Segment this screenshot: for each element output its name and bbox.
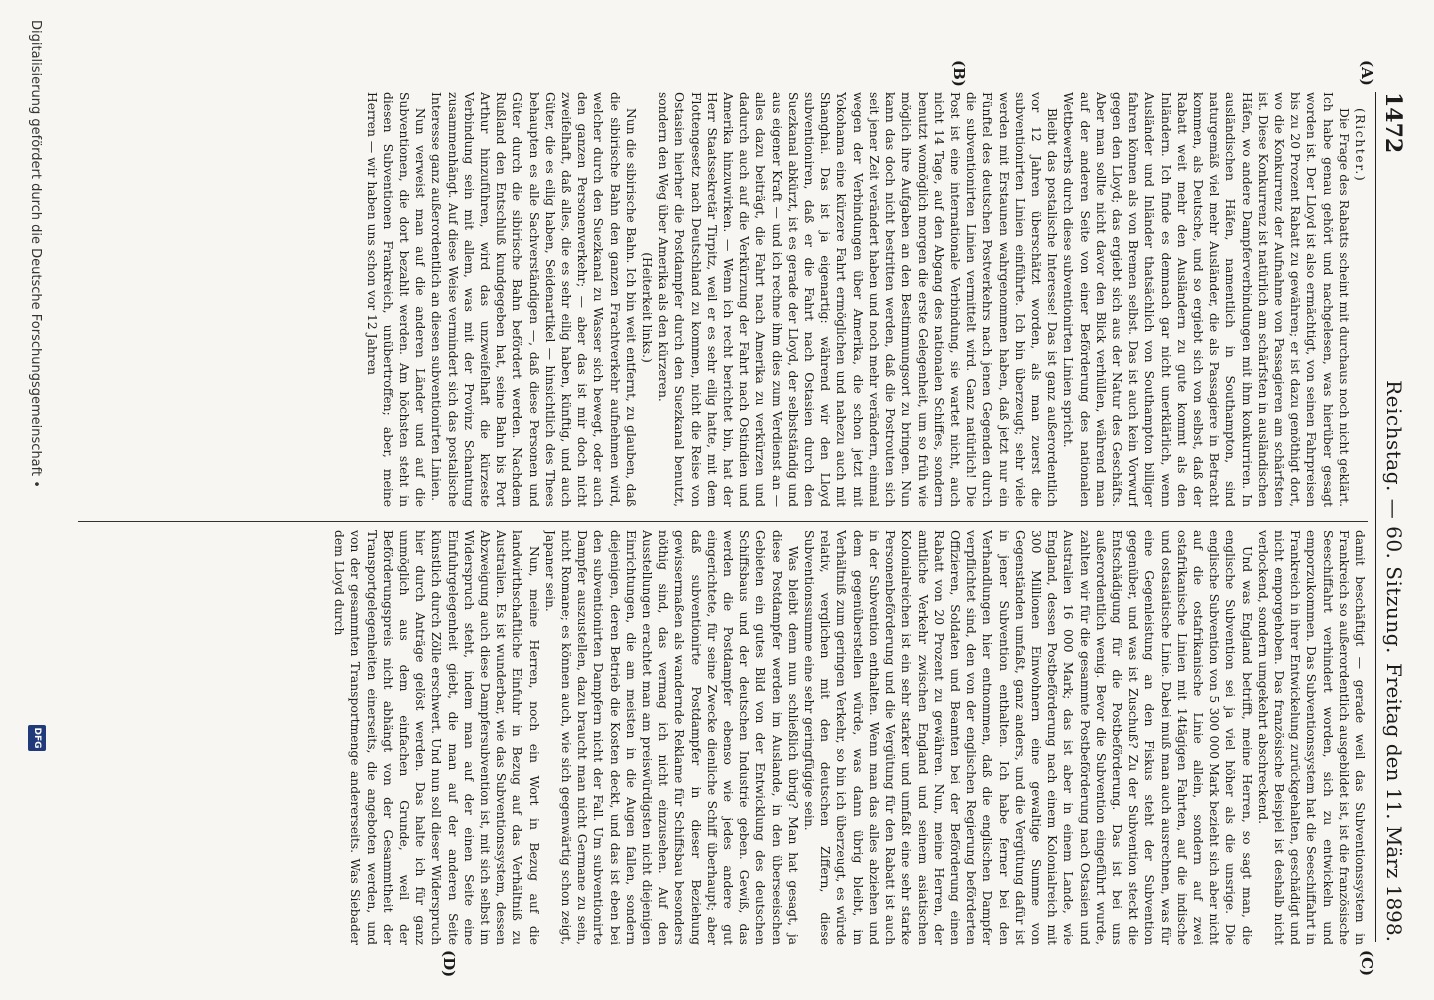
- margin-marker-a: (A): [1358, 60, 1376, 86]
- left-column: [78, 92, 1368, 507]
- paragraph: Nun verweist man auf die anderen Länder und auf die Subventionen, die dort bezahlt werden. Am höchsten steht in diesen Subventionen Frankreich, unübertroffen; aber, meine Herren — wir haben uns schon vor 12 Jahren: [364, 92, 428, 507]
- paragraph: Was bleibt denn nun schließlich übrig? Man hat gesagt, ja diese Postdampfer werden im Auslande, in den überseeischen Gebieten ein gutes Bild von der Entwicklung des deutschen Schiffsbaus und der deutschen Industrie geben. Gewiß, das werden die Postdampfer ebenso wie jedes andere gut eingerichtete, für seine Zwecke dienliche Schiff überhaupt; aber daß subventionirte Postdampfer in dieser Beziehung gewissermaßen als wandernde Reklame für Schiffsbau besonders nöthig sind, das vermag ich nicht einzusehen. Auf den Ausstellungen erachtet man am preiswürdigsten nicht diejenigen Einrichtungen, die am meisten in die Augen fallen, sondern diejenigen, deren Betrieb die Kosten deckt, und das ist eben bei den subventionirten Dampfern nicht der Fall. Um subventionirte Dampfer auszustellen, dazu braucht man nicht Germane zu sein, nicht Romane; es können auch, wie sich gegenwärtig schon zeigt, Japaner sein.: [542, 530, 800, 945]
- paragraph: Nun die sibirische Bahn. Ich bin weit entfernt, zu glauben, daß die sibirische Bahn den ganzen Frachtverkehr aufnehmen wird, welcher durch den Suezkanal zu Wasser sich bewegt, oder auch den ganzen Personenverkehr; — aber das ist mir doch nicht zweifelhaft, daß alles, die es sehr eilig haben, künftig, und auch Güter, die es eilig haben, Seidenartikel — hinsichtlich des Thees behaupten es alle Sachverständigen —, daß diese Personen und Güter durch die sibirische Bahn befördert werden. Nachdem Rußland den Entschluß kundgegeben hat, seine Bahn bis Port Arthur hinzuführen, wird das unzweifelhaft die kürzeste Verbindung sein mit allem, was mit der Provinz Schantung zusammenhängt. Auf diese Weise vermindert sich das postalische Interesse ganz außerordentlich an diesen subventionirten Linien.: [429, 92, 638, 507]
- header-date: Freitag den 11. März 1898.: [1382, 663, 1406, 942]
- page-header: [1375, 92, 1416, 942]
- paragraph: Bleibt das postalische Interesse! Das ist ganz außerordentlich vor 12 Jahren überschätzt worden, als man zuerst die subventionirten Linien einführte. Ich bin überzeugt; sehr viele werden mit Erstaunen wahrgenommen haben, daß jetzt nur ein Fünftel des deutschen Postverkehrs nach jenen Gegenden durch die subventionirten Linien vermittelt wird. Ganz natürlich! Die Post ist eine internationale Verbindung, sie wartet nicht, auch nicht 14 Tage, auf den Abgang des nationalen Schiffes, sondern benutzt womöglich morgen die erste Gelegenheit, um so früh wie möglich ihre Aufgaben an den Bestimmungsort zu bringen. Nun kann das doch nicht bestritten werden, daß die Postrouten sich seit jener Zeit verändert haben und noch mehr verändern, einmal wegen der Verbindungen über Amerika, die schon jetzt mit Yokohama eine kürzere Fahrt ermöglichen und nahezu auch mit Shanghai. Das ist ja eigenartig: während wir den Lloyd subventioniren, daß er die Fahrt nach Ostasien durch den Suezkanal abkürzt, ist es gerade der Lloyd, der selbstständig und aus eigener Kraft — und ich rechne ihm dies zum Verdienst an — alles dazu beiträgt, die Fahrt nach Amerika zu verkürzen und dadurch auch auf die Verkürzung der Fahrt nach Ostindien und Amerika hinzuwirken. — Wenn ich recht berichtet bin, hat der Herr Staatssekretär Tirpitz, weil er es sehr eilig hatte, mit dem Flottengesetz nach Deutschland zu kommen, nicht die Reise von Ostasien hierher die Postdampfer durch den Suezkanal benutzt, sondern den Weg über Amerika als den kürzeren.: [656, 92, 1060, 507]
- paragraph: Und was England betrifft, meine Herren, so sagt man, die englische Subvention sei ja viel höher als die unsrige. Die englische Subvention von 5 300 000 Mark bezieht sich aber nicht auf die ostafrikanische Linie allein, sondern auf zwei ostafrikanische Linien mit 14tägigen Fahrten, auf die indische und ostasiatische Linie. Dabei muß man auch ausrechnen, was für eine Gegenleistung an den Fiskus steht der Subvention gegenüber, und was ist Zuschuß? Zu der Subvention steckt die Entschädigung für die Postbeförderung. Das ist bei uns außerordentlich wenig. Bevor die Subvention eingeführt wurde, zahlten wir für die gesammte Postbeförderung nach Ostasien und Australien 16 000 Mark; das ist aber in einem Lande, wie England, dessen Postbeförderung nach einem Kolonialreich mit 300 Millionen Einwohnern eine gewaltige Summe von Gegenständen umfaßt, ganz anders, und die Vergütung dafür ist in jener Subvention enthalten. Ich habe ferner bei den Verhandlungen hier entnommen, daß die englischen Dampfer verpflichtet sind, den von der englischen Regierung beförderten Offizieren, Soldaten und Beamten bei der Beförderung einen Rabatt von 20 Prozent zu gewähren. Nun, meine Herren, der amtliche Verkehr zwischen England und seinem asiatischen Kolonialreichen ist ein sehr starker und umfaßt eine sehr starke Personenbeförderung und die Vergütung für den Rabatt ist auch in der Subvention enthalten. Wenn man das alles abziehen und dem gegenüberstellen würde, was dann übrig bleibt, im Verhältniß zum geringen Verkehr, so bin ich überzeugt, es würde relativ, verglichen mit den deutschen Ziffern, diese Subventionssumme eine sehr geringfügige sein.: [802, 530, 1254, 945]
- footer-credit: Digitalisierung gefördert durch die Deutsche Forschungsgemeinschaft •: [28, 20, 43, 488]
- speaker-label: (Richter.): [1353, 108, 1367, 183]
- digitization-footer: [19, 20, 49, 980]
- dfg-logo: DFG: [28, 725, 46, 751]
- applause-note: (Heiterkeit links.): [640, 252, 655, 363]
- page-number: 1472: [1380, 92, 1406, 154]
- paragraph: Die Frage des Rabatts scheint mit durchaus noch nicht geklärt. Ich habe genau gehört und nachgelesen, was hierüber gesagt worden ist. Der Lloyd ist also ermächtigt, von seinen Fahrpreisen bis zu 20 Prozent Rabatt zu gewähren; er ist dazu genöthigt dort, wo die Konkurrenz der Aufnahme von Passagieren am schärfsten ist. Diese Konkurrenz ist natürlich am schärfsten in ausländischen Häfen, wo andere Dampferverbindungen mit ihm konkurriren. In ausländischen Häfen, namentlich in Southampton, sind naturgemäß viel mehr Ausländer, die als Passagiere in Betracht kommen, als Deutsche, und so ergiebt sich von selbst, daß der Rabatt weit mehr den Ausländern zu gute kommt als den Inländern. Ich finde es demnach gar nicht unerklärlich, wenn Ausländer und Inländer thatsächlich von Southampton billiger fahren können als von Bremen selbst. Das ist auch kein Vorwurf gegen den Lloyd; das ergiebt sich aus der Natur des Geschäfts. Aber man sollte nicht davor den Blick verhüllen, während man auf der anderen Seite von einer Beförderung des nationalen Wettbewerbs durch diese subventionirten Linien spricht.: [1061, 92, 1351, 507]
- paragraph: damit beschäftigt — gerade weil das Subventionssystem in Frankreich so außerordentlich ausgebildet ist, ist die französische Seeschiffahrt verhindert worden, sich zu entwickeln und emporzukommen. Das Subventionssystem hat die Seeschiffahrt in Frankreich in ihrer Entwickelung zurückgehalten, geschädigt und nicht emporgehoben. Das französische Beispiel ist deshalb nicht verlockend, sondern umgekehrt abschreckend.: [1255, 530, 1367, 945]
- column-divider: [78, 521, 1368, 522]
- margin-marker-d: (D): [440, 950, 458, 978]
- paragraph: Nun, meine Herren, noch ein Wort in Bezug auf die landwirthschaftliche Einfuhr in Bezug auf das Verhältniß zu Australien. Es ist wunderbar, wie das Subventionssystem, dessen Abzweigung auch diese Dampfersubvention ist, mit sich selbst im Widerspruch steht, indem man auf der einen Seite eine Einfuhrgelegenheit giebt, die man auf der anderen Seite künstlich durch Zölle erschwert. Und nun soll dieser Widerspruch hier durch Anträge gelöst werden. Das halte ich für ganz unmöglich aus dem einfachen Grunde, weil der Beförderungspreis nicht abhängt von der Gesammtheit der Transportgelegenheiten einerseits, die angeboten werden, und von der gesammten Transportmenge andererseits. Was Siebader dem Lloyd durch: [332, 530, 541, 945]
- header-title: Reichstag. — 60. Sitzung.: [1382, 380, 1406, 654]
- margin-marker-c: (C): [1358, 950, 1376, 977]
- right-column: [78, 530, 1368, 945]
- margin-marker-b: (B): [950, 60, 968, 87]
